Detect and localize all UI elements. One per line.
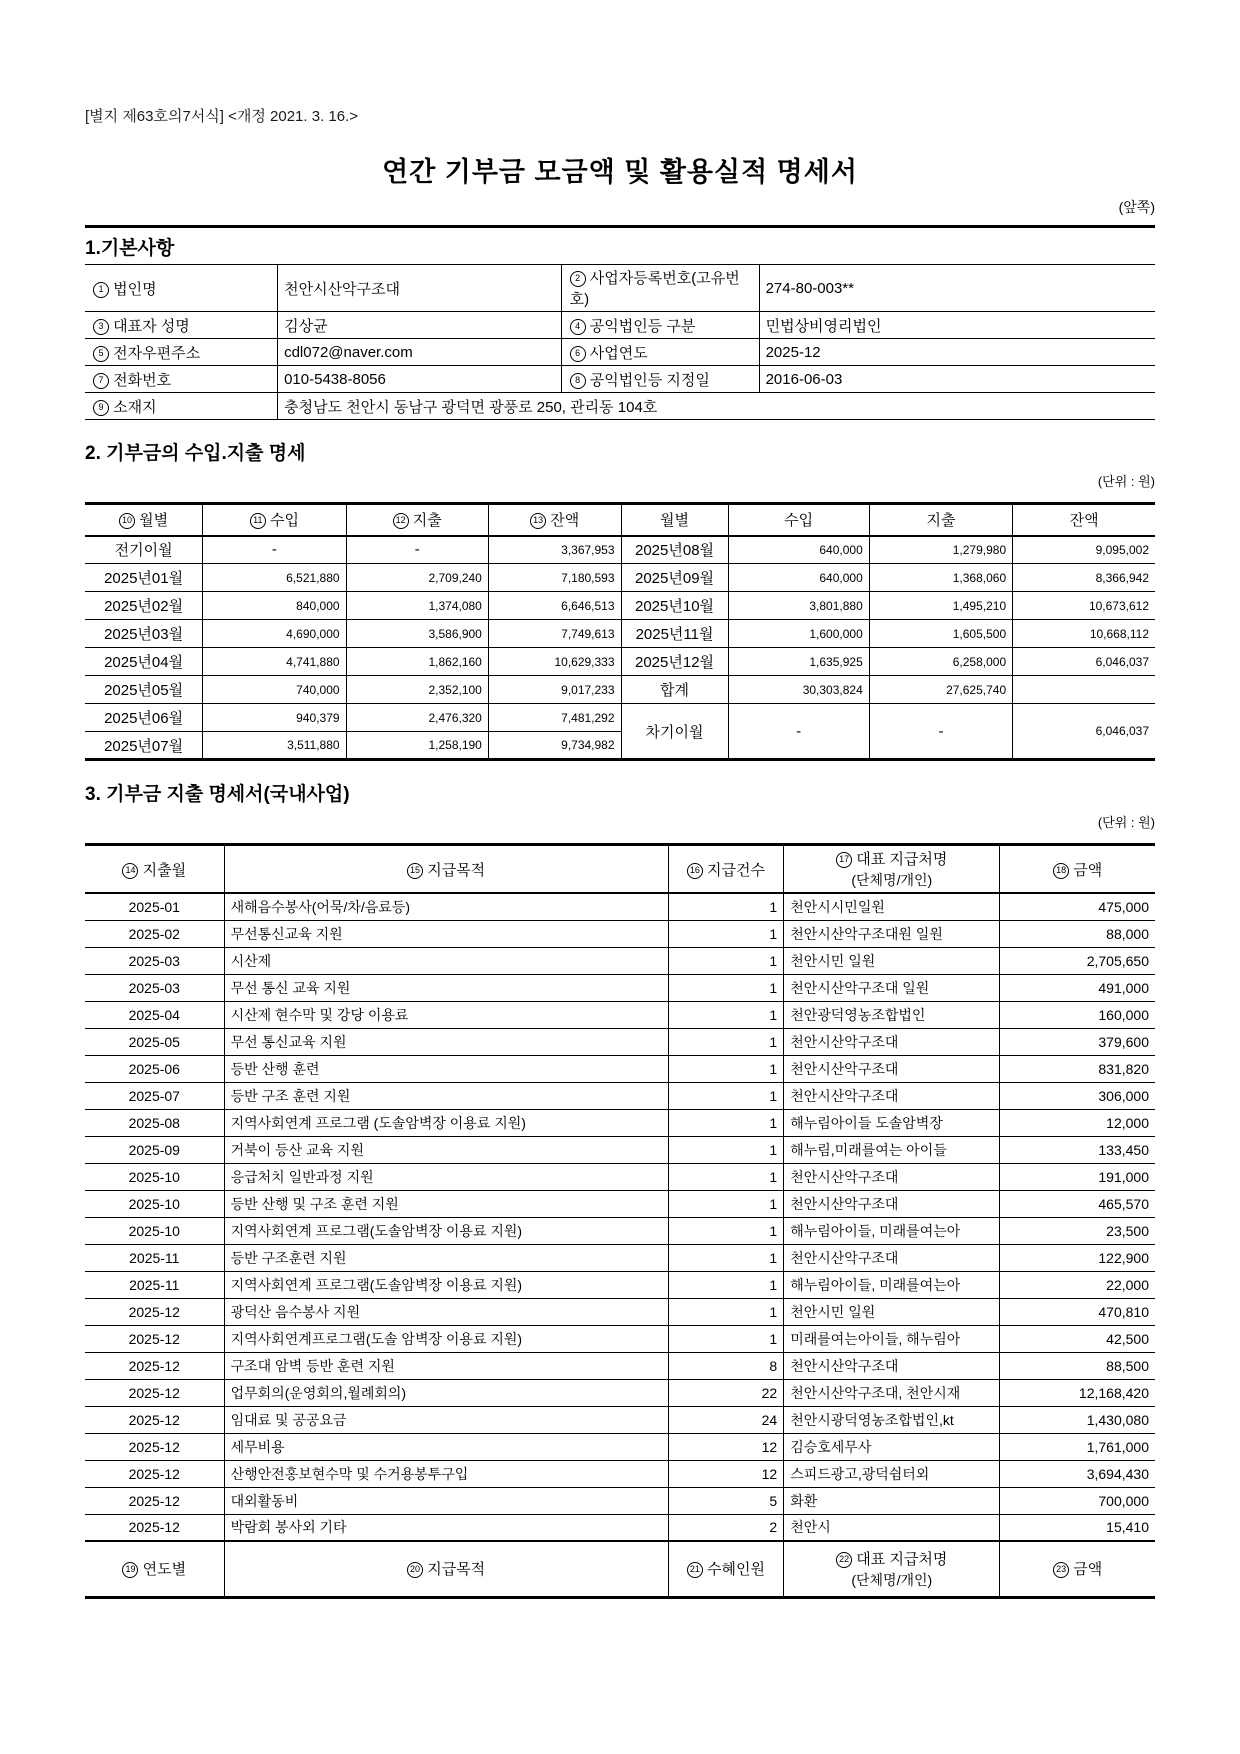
column-header: 월별: [621, 504, 728, 536]
expense-month-cell: 2025-12: [85, 1325, 224, 1352]
month-cell: 2025년05월: [85, 676, 203, 704]
column-header: 20 지급목적: [224, 1541, 668, 1597]
field-value: 민법상비영리법인: [759, 312, 1155, 339]
table-row: [85, 1433, 1155, 1460]
table-row: [85, 620, 1155, 648]
circled-number: 2: [570, 271, 586, 287]
circled-number: 19: [122, 1562, 138, 1578]
circled-number: 10: [119, 513, 135, 529]
month-cell: 2025년12월: [621, 648, 728, 676]
income-cell: 4,741,880: [203, 648, 346, 676]
purpose-cell: 무선 통신교육 지원: [224, 1028, 668, 1055]
purpose-cell: 산행안전홍보현수막 및 수거용봉투구입: [224, 1460, 668, 1487]
expense-month-cell: 2025-11: [85, 1271, 224, 1298]
carry-forward-balance: 6,046,037: [1013, 704, 1155, 760]
purpose-cell: 시산제 현수막 및 강당 이용료: [224, 1001, 668, 1028]
balance-cell: 6,646,513: [488, 592, 621, 620]
payee-cell: 천안시광덕영농조합법인,kt: [784, 1406, 1000, 1433]
basic-info-row: [85, 393, 1155, 420]
expense-month-cell: 2025-11: [85, 1244, 224, 1271]
purpose-cell: 업무회의(운영회의,월례회의): [224, 1379, 668, 1406]
header-subtext: (단체명/개인): [851, 872, 933, 888]
payee-cell: 해누림아이들, 미래를여는아: [784, 1217, 1000, 1244]
column-header: 수입: [728, 504, 869, 536]
table-row: [85, 947, 1155, 974]
payee-cell: 천안광덕영농조합법인: [784, 1001, 1000, 1028]
circled-number: 5: [93, 346, 109, 362]
amount-cell: 12,000: [1000, 1109, 1155, 1136]
expense-detail-header: [85, 845, 1155, 894]
purpose-cell: 시산제: [224, 947, 668, 974]
field-value: 2016-06-03: [759, 366, 1155, 393]
month-cell: 2025년03월: [85, 620, 203, 648]
count-cell: 1: [668, 1298, 784, 1325]
payee-cell: 천안시산악구조대, 천안시재: [784, 1379, 1000, 1406]
table-row: [85, 893, 1155, 920]
table-row: [85, 676, 1155, 704]
purpose-cell: 지역사회연계 프로그램(도솔암벽장 이용료 지원): [224, 1271, 668, 1298]
unit-note: (단위 : 원): [1097, 474, 1155, 489]
table-row: [85, 1298, 1155, 1325]
field-value: 274-80-003**: [759, 265, 1155, 312]
table-row: [85, 1325, 1155, 1352]
circled-number: 7: [93, 373, 109, 389]
field-label: 2 사업자등록번호(고유번호): [561, 265, 759, 312]
table-row: [85, 920, 1155, 947]
header-subtext: (단체명/개인): [851, 1571, 933, 1588]
income-cell: 30,303,824: [728, 676, 869, 704]
field-label: 7 전화번호: [85, 366, 278, 393]
circled-number: 4: [570, 319, 586, 335]
column-header: 16 지급건수: [668, 845, 784, 894]
count-cell: 1: [668, 974, 784, 1001]
circled-number: 21: [687, 1562, 703, 1578]
column-header: 17 대표 지급처명 (단체명/개인): [784, 845, 1000, 894]
column-header: 19 연도별: [85, 1541, 224, 1597]
form-note: [별지 제63호의7서식] <개정 2021. 3. 16.>: [85, 108, 359, 125]
expense-month-cell: 2025-12: [85, 1433, 224, 1460]
column-header: 22 대표 지급처명 (단체명/개인): [784, 1541, 1000, 1597]
table-row: [85, 1352, 1155, 1379]
income-cell: 3,801,880: [728, 592, 869, 620]
expense-month-cell: 2025-10: [85, 1163, 224, 1190]
table-row: [85, 1460, 1155, 1487]
income-cell: 640,000: [728, 536, 869, 564]
count-cell: 1: [668, 1163, 784, 1190]
circled-number: 14: [122, 863, 138, 879]
income-cell: 840,000: [203, 592, 346, 620]
count-cell: 1: [668, 893, 784, 920]
count-cell: 1: [668, 1136, 784, 1163]
circled-number: 6: [570, 346, 586, 362]
expense-month-cell: 2025-05: [85, 1028, 224, 1055]
income-cell: 1,600,000: [728, 620, 869, 648]
payee-cell: 스피드광고,광덕쉼터외: [784, 1460, 1000, 1487]
expense-month-cell: 2025-12: [85, 1487, 224, 1514]
expense-month-cell: 2025-09: [85, 1136, 224, 1163]
payee-cell: 천안시산악구조대: [784, 1055, 1000, 1082]
field-label: 3 대표자 성명: [85, 312, 278, 339]
amount-cell: 23,500: [1000, 1217, 1155, 1244]
table-row: [85, 648, 1155, 676]
table-row: [85, 1379, 1155, 1406]
count-cell: 1: [668, 1082, 784, 1109]
payee-cell: 천안시산악구조대: [784, 1028, 1000, 1055]
purpose-cell: 지역사회연계프로그램(도솔 암벽장 이용료 지원): [224, 1325, 668, 1352]
payee-cell: 해누림,미래를여는 아이들: [784, 1136, 1000, 1163]
month-cell: 2025년02월: [85, 592, 203, 620]
field-label: 6 사업연도: [561, 339, 759, 366]
count-cell: 1: [668, 947, 784, 974]
expense-cell: 1,279,980: [869, 536, 1012, 564]
payee-cell: 천안시산악구조대: [784, 1163, 1000, 1190]
expense-cell: 1,258,190: [346, 732, 488, 760]
table-row: [85, 1136, 1155, 1163]
amount-cell: 42,500: [1000, 1325, 1155, 1352]
count-cell: 12: [668, 1460, 784, 1487]
table-row: [85, 1487, 1155, 1514]
payee-cell: 천안시산악구조대원 일원: [784, 920, 1000, 947]
amount-cell: 1,761,000: [1000, 1433, 1155, 1460]
field-value: 천안시산악구조대: [278, 265, 562, 312]
expense-month-cell: 2025-08: [85, 1109, 224, 1136]
field-label: 9 소재지: [85, 393, 278, 420]
month-cell: 2025년04월: [85, 648, 203, 676]
payee-cell: 화환: [784, 1487, 1000, 1514]
payee-cell: 천안시산악구조대: [784, 1352, 1000, 1379]
amount-cell: 831,820: [1000, 1055, 1155, 1082]
table-row: [85, 1514, 1155, 1541]
expense-cell: 2,476,320: [346, 704, 488, 732]
balance-cell: 9,017,233: [488, 676, 621, 704]
table-row: [85, 1217, 1155, 1244]
circled-number: 23: [1053, 1562, 1069, 1578]
section3-heading: 3. 기부금 지출 명세서(국내사업): [85, 784, 350, 805]
amount-cell: 15,410: [1000, 1514, 1155, 1541]
balance-cell: 3,367,953: [488, 536, 621, 564]
purpose-cell: 응급처치 일반과정 지원: [224, 1163, 668, 1190]
payee-cell: 천안시산악구조대 일원: [784, 974, 1000, 1001]
amount-cell: 12,168,420: [1000, 1379, 1155, 1406]
expense-cell: 1,862,160: [346, 648, 488, 676]
purpose-cell: 등반 산행 및 구조 훈련 지원: [224, 1190, 668, 1217]
expense-cell: 27,625,740: [869, 676, 1012, 704]
basic-info-table: [85, 264, 1155, 420]
month-cell: 합계: [621, 676, 728, 704]
table-row: [85, 536, 1155, 564]
column-header: 18 금액: [1000, 845, 1155, 894]
field-label: 4 공익법인등 구분: [561, 312, 759, 339]
expense-detail-footer-header: [85, 1541, 1155, 1597]
amount-cell: 2,705,650: [1000, 947, 1155, 974]
count-cell: 2: [668, 1514, 784, 1541]
expense-month-cell: 2025-12: [85, 1406, 224, 1433]
income-cell: 640,000: [728, 564, 869, 592]
basic-info-row: [85, 265, 1155, 312]
column-header: 14 지출월: [85, 845, 224, 894]
field-value: 김상균: [278, 312, 562, 339]
circled-number: 18: [1053, 863, 1069, 879]
expense-cell: 3,586,900: [346, 620, 488, 648]
purpose-cell: 임대료 및 공공요금: [224, 1406, 668, 1433]
month-cell: 2025년07월: [85, 732, 203, 760]
expense-month-cell: 2025-10: [85, 1190, 224, 1217]
amount-cell: 306,000: [1000, 1082, 1155, 1109]
income-expense-header: [85, 504, 1155, 536]
amount-cell: 22,000: [1000, 1271, 1155, 1298]
payee-cell: 해누림아이들 도솔암벽장: [784, 1109, 1000, 1136]
income-expense-table: [85, 502, 1155, 761]
field-value: 010-5438-8056: [278, 366, 562, 393]
basic-info-row: [85, 312, 1155, 339]
expense-cell: 2,709,240: [346, 564, 488, 592]
count-cell: 1: [668, 1244, 784, 1271]
page-side-label: (앞쪽): [1118, 199, 1155, 215]
column-header: 15 지급목적: [224, 845, 668, 894]
expense-month-cell: 2025-10: [85, 1217, 224, 1244]
purpose-cell: 새해음수봉사(어묵/차/음료등): [224, 893, 668, 920]
count-cell: 1: [668, 1325, 784, 1352]
amount-cell: 465,570: [1000, 1190, 1155, 1217]
circled-number: 8: [570, 373, 586, 389]
carry-forward-expense: -: [869, 704, 1012, 760]
field-value: 충청남도 천안시 동남구 광덕면 광풍로 250, 관리동 104호: [278, 393, 1155, 420]
balance-cell: 10,673,612: [1013, 592, 1155, 620]
table-row: [85, 564, 1155, 592]
field-label: 1 법인명: [85, 265, 278, 312]
expense-month-cell: 2025-12: [85, 1379, 224, 1406]
month-cell: 2025년06월: [85, 704, 203, 732]
circled-number: 22: [836, 1552, 852, 1568]
count-cell: 22: [668, 1379, 784, 1406]
count-cell: 12: [668, 1433, 784, 1460]
count-cell: 8: [668, 1352, 784, 1379]
unit-note-2: (단위 : 원): [1097, 815, 1155, 830]
amount-cell: 1,430,080: [1000, 1406, 1155, 1433]
basic-info-body: [85, 265, 1155, 420]
circled-number: 20: [407, 1562, 423, 1578]
expense-cell: 2,352,100: [346, 676, 488, 704]
amount-cell: 470,810: [1000, 1298, 1155, 1325]
month-cell: 2025년11월: [621, 620, 728, 648]
amount-cell: 491,000: [1000, 974, 1155, 1001]
balance-cell: 10,629,333: [488, 648, 621, 676]
expense-cell: 1,605,500: [869, 620, 1012, 648]
table-header-row: [85, 504, 1155, 536]
amount-cell: 475,000: [1000, 893, 1155, 920]
circled-number: 13: [530, 513, 546, 529]
amount-cell: 700,000: [1000, 1487, 1155, 1514]
expense-cell: 1,495,210: [869, 592, 1012, 620]
expense-month-cell: 2025-12: [85, 1514, 224, 1541]
table-row: [85, 1244, 1155, 1271]
expense-month-cell: 2025-01: [85, 893, 224, 920]
expense-month-cell: 2025-07: [85, 1082, 224, 1109]
circled-number: 15: [407, 863, 423, 879]
column-header: 12 지출: [346, 504, 488, 536]
expense-cell: 1,374,080: [346, 592, 488, 620]
expense-detail-table: [85, 843, 1155, 1599]
purpose-cell: 지역사회연계 프로그램 (도솔암벽장 이용료 지원): [224, 1109, 668, 1136]
circled-number: 17: [836, 852, 852, 868]
page-title: 연간 기부금 모금액 및 활용실적 명세서: [382, 157, 858, 187]
circled-number: 11: [250, 513, 266, 529]
purpose-cell: 등반 구조 훈련 지원: [224, 1082, 668, 1109]
purpose-cell: 구조대 암벽 등반 훈련 지원: [224, 1352, 668, 1379]
payee-cell: 천안시민 일원: [784, 1298, 1000, 1325]
purpose-cell: 대외활동비: [224, 1487, 668, 1514]
amount-cell: 88,000: [1000, 920, 1155, 947]
count-cell: 1: [668, 1190, 784, 1217]
income-cell: 740,000: [203, 676, 346, 704]
amount-cell: 122,900: [1000, 1244, 1155, 1271]
payee-cell: 미래를여는아이들, 해누림아: [784, 1325, 1000, 1352]
column-header: 잔액: [1013, 504, 1155, 536]
payee-cell: 천안시산악구조대: [784, 1244, 1000, 1271]
table-footer-header-row: [85, 1541, 1155, 1597]
table-row: [85, 974, 1155, 1001]
purpose-cell: 박람회 봉사외 기타: [224, 1514, 668, 1541]
circled-number: 12: [393, 513, 409, 529]
count-cell: 1: [668, 1055, 784, 1082]
income-cell: 1,635,925: [728, 648, 869, 676]
column-header: 지출: [869, 504, 1012, 536]
section2-heading: 2. 기부금의 수입.지출 명세: [85, 443, 306, 464]
count-cell: 1: [668, 920, 784, 947]
income-cell: 940,379: [203, 704, 346, 732]
table-row: [85, 1406, 1155, 1433]
expense-cell: -: [346, 536, 488, 564]
column-header: 23 금액: [1000, 1541, 1155, 1597]
month-cell: 전기이월: [85, 536, 203, 564]
amount-cell: 133,450: [1000, 1136, 1155, 1163]
purpose-cell: 무선통신교육 지원: [224, 920, 668, 947]
field-label: 8 공익법인등 지정일: [561, 366, 759, 393]
purpose-cell: 지역사회연계 프로그램(도솔암벽장 이용료 지원): [224, 1217, 668, 1244]
income-expense-body: [85, 536, 1155, 760]
payee-cell: 천안시산악구조대: [784, 1082, 1000, 1109]
count-cell: 24: [668, 1406, 784, 1433]
amount-cell: 160,000: [1000, 1001, 1155, 1028]
table-row: [85, 1028, 1155, 1055]
month-cell: 2025년08월: [621, 536, 728, 564]
amount-cell: 88,500: [1000, 1352, 1155, 1379]
table-row: [85, 1271, 1155, 1298]
basic-info-row: [85, 366, 1155, 393]
expense-month-cell: 2025-04: [85, 1001, 224, 1028]
balance-cell: 10,668,112: [1013, 620, 1155, 648]
purpose-cell: 거북이 등산 교육 지원: [224, 1136, 668, 1163]
table-row: [85, 704, 1155, 732]
table-header-row: [85, 845, 1155, 894]
balance-cell: 7,749,613: [488, 620, 621, 648]
purpose-cell: 무선 통신 교육 지원: [224, 974, 668, 1001]
month-cell: 2025년09월: [621, 564, 728, 592]
expense-cell: 1,368,060: [869, 564, 1012, 592]
balance-cell: 7,180,593: [488, 564, 621, 592]
expense-month-cell: 2025-02: [85, 920, 224, 947]
month-cell: 2025년01월: [85, 564, 203, 592]
carry-forward-income: -: [728, 704, 869, 760]
column-header: 13 잔액: [488, 504, 621, 536]
section1-heading: 1.기본사항: [85, 225, 1155, 260]
balance-cell: 6,046,037: [1013, 648, 1155, 676]
payee-cell: 해누림아이들, 미래를여는아: [784, 1271, 1000, 1298]
expense-month-cell: 2025-03: [85, 947, 224, 974]
basic-info-row: [85, 339, 1155, 366]
count-cell: 1: [668, 1001, 784, 1028]
table-row: [85, 1109, 1155, 1136]
purpose-cell: 광덕산 음수봉사 지원: [224, 1298, 668, 1325]
purpose-cell: 세무비용: [224, 1433, 668, 1460]
column-header: 21 수혜인원: [668, 1541, 784, 1597]
table-row: [85, 1082, 1155, 1109]
expense-month-cell: 2025-12: [85, 1298, 224, 1325]
balance-cell: 8,366,942: [1013, 564, 1155, 592]
payee-cell: 천안시: [784, 1514, 1000, 1541]
income-cell: -: [203, 536, 346, 564]
column-header: 10 월별: [85, 504, 203, 536]
income-cell: 3,511,880: [203, 732, 346, 760]
carry-forward-label: 차기이월: [621, 704, 728, 760]
circled-number: 3: [93, 319, 109, 335]
circled-number: 9: [93, 400, 109, 416]
payee-cell: 천안시시민일원: [784, 893, 1000, 920]
amount-cell: 3,694,430: [1000, 1460, 1155, 1487]
balance-cell: 7,481,292: [488, 704, 621, 732]
balance-cell: [1013, 676, 1155, 704]
count-cell: 1: [668, 1271, 784, 1298]
purpose-cell: 등반 산행 훈련: [224, 1055, 668, 1082]
expense-cell: 6,258,000: [869, 648, 1012, 676]
table-row: [85, 592, 1155, 620]
income-cell: 4,690,000: [203, 620, 346, 648]
circled-number: 1: [93, 282, 109, 298]
expense-detail-body: [85, 893, 1155, 1541]
count-cell: 1: [668, 1028, 784, 1055]
payee-cell: 천안시산악구조대: [784, 1190, 1000, 1217]
balance-cell: 9,095,002: [1013, 536, 1155, 564]
column-header: 11 수입: [203, 504, 346, 536]
amount-cell: 379,600: [1000, 1028, 1155, 1055]
purpose-cell: 등반 구조훈련 지원: [224, 1244, 668, 1271]
balance-cell: 9,734,982: [488, 732, 621, 760]
month-cell: 2025년10월: [621, 592, 728, 620]
table-row: [85, 1001, 1155, 1028]
expense-month-cell: 2025-03: [85, 974, 224, 1001]
table-row: [85, 1055, 1155, 1082]
income-cell: 6,521,880: [203, 564, 346, 592]
count-cell: 5: [668, 1487, 784, 1514]
count-cell: 1: [668, 1217, 784, 1244]
payee-cell: 김승호세무사: [784, 1433, 1000, 1460]
expense-month-cell: 2025-12: [85, 1352, 224, 1379]
expense-month-cell: 2025-12: [85, 1460, 224, 1487]
table-row: [85, 1190, 1155, 1217]
count-cell: 1: [668, 1109, 784, 1136]
circled-number: 16: [687, 863, 703, 879]
expense-month-cell: 2025-06: [85, 1055, 224, 1082]
payee-cell: 천안시민 일원: [784, 947, 1000, 974]
amount-cell: 191,000: [1000, 1163, 1155, 1190]
table-row: [85, 1163, 1155, 1190]
field-label: 5 전자우편주소: [85, 339, 278, 366]
field-value: 2025-12: [759, 339, 1155, 366]
field-value: cdl072@naver.com: [278, 339, 562, 366]
